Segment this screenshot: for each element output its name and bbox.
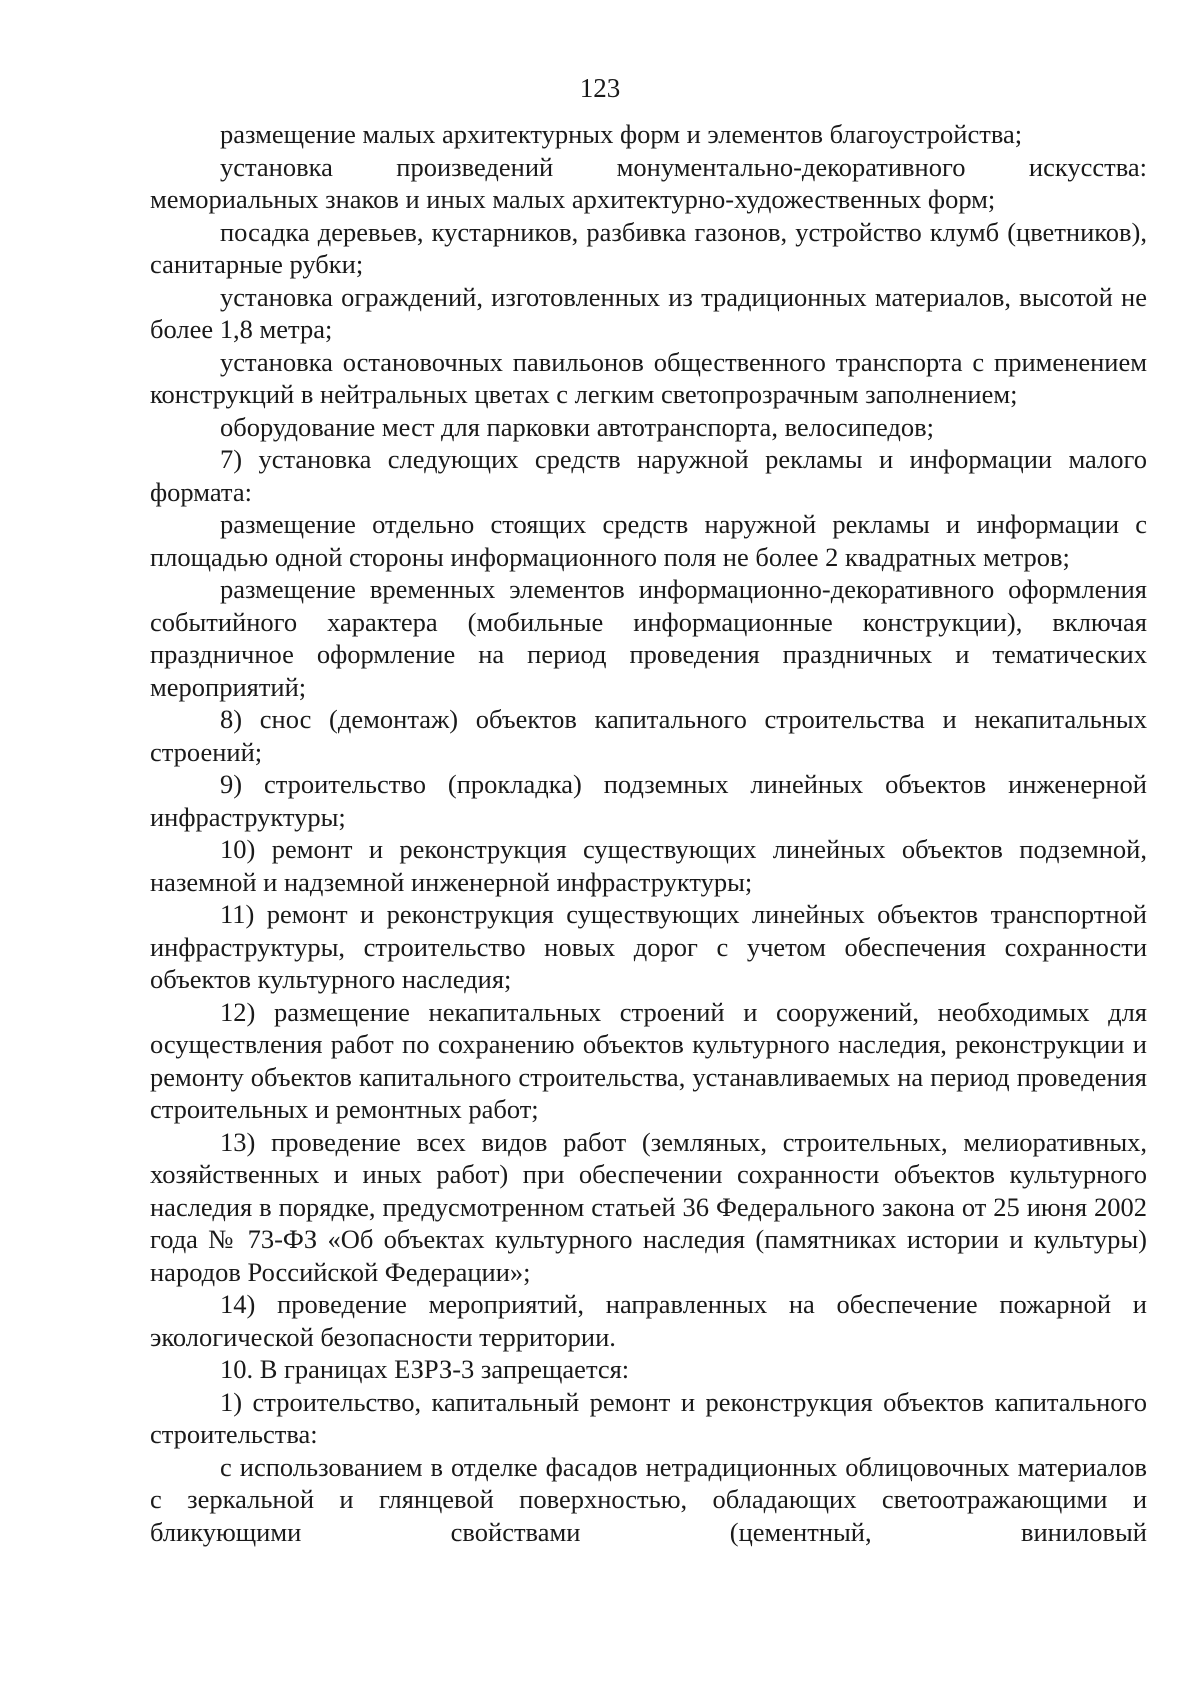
paragraph-item-14-safety: 14) проведение мероприятий, направленных на обеспечение пожарной и экологической безопасности территории.: [150, 1289, 1147, 1352]
paragraph-fences: установка ограждений, изготовленных из традиционных материалов, высотой не более 1,8 метра;: [150, 281, 1147, 344]
paragraph-item-9-underground: 9) строительство (прокладка) подземных линейных объектов инженерной инфраструктуры;: [150, 769, 1147, 832]
paragraph-small-architectural-forms: размещение малых архитектурных форм и элементов благоустройства;: [220, 119, 1023, 149]
paragraph-item-10-engineering: 10) ремонт и реконструкция существующих линейных объектов подземной, наземной и надземной инженерной инфраструктуры;: [150, 834, 1147, 897]
paragraph-standalone-advertising: размещение отдельно стоящих средств наружной рекламы и информации с площадью одной стороны информационного поля не более 2 квадратных метров;: [150, 509, 1147, 572]
paragraph-temporary-decor: размещение временных элементов информационно-декоративного оформления событийного характера (мобильные информационные конструкции), включая праздничное оформление на период проведения праздничных и тематических мероприятий;: [150, 574, 1147, 702]
paragraph-item-12-temporary-structures: 12) размещение некапитальных строений и сооружений, необходимых для осуществления работ по сохранению объектов культурного наследия, реконструкции и ремонту объектов капитального строительства, устанавливаемых на период проведения строительных и ремонтных работ;: [150, 996, 1147, 1124]
paragraph-planting-trees: посадка деревьев, кустарников, разбивка газонов, устройство клумб (цветников), санитарные рубки;: [150, 216, 1147, 279]
paragraph-item-7-advertising: 7) установка следующих средств наружной рекламы и информации малого формата:: [150, 444, 1147, 507]
paragraph-item-11-transport: 11) ремонт и реконструкция существующих линейных объектов транспортной инфраструктуры, строительство новых дорог с учетом обеспечения сохранности объектов культурного наследия;: [150, 899, 1147, 994]
paragraph-item-8-demolition: 8) снос (демонтаж) объектов капитального строительства и некапитальных строений;: [150, 704, 1147, 767]
paragraph-transport-pavilions: установка остановочных павильонов общественного транспорта с применением конструкций в нейтральных цветах с легким светопрозрачным заполнением;: [150, 346, 1147, 409]
paragraph-facade-materials: с использованием в отделке фасадов нетрадиционных облицовочных материалов с зеркальной и глянцевой поверхностью, обладающих светоотражающими и бликующими свойствами (цементный, виниловый: [150, 1451, 1147, 1547]
document-body: [150, 118, 1147, 1548]
paragraph-section-10-heading: 10. В границах ЕЗРЗ-3 запрещается:: [220, 1354, 630, 1384]
paragraph-item-13-works: 13) проведение всех видов работ (земляных, строительных, мелиоративных, хозяйственных и иных работ) при обеспечении сохранности объектов культурного наследия в порядке, предусмотренном статьей 36 Федерального закона от 25 июня 2002 года № 73-ФЗ «Об объектах культурного наследия (памятниках истории и культуры) народов Российской Федерации»;: [150, 1126, 1147, 1287]
page-number: 123: [579, 73, 621, 103]
paragraph-monumental-art: установка произведений монументально-декоративного искусства: мемориальных знаков и иных малых архитектурно-художественных форм;: [150, 151, 1147, 214]
paragraph-prohibited-item-1: 1) строительство, капитальный ремонт и реконструкция объектов капитального строительства:: [150, 1386, 1147, 1449]
paragraph-parking: оборудование мест для парковки автотранспорта, велосипедов;: [220, 411, 934, 442]
